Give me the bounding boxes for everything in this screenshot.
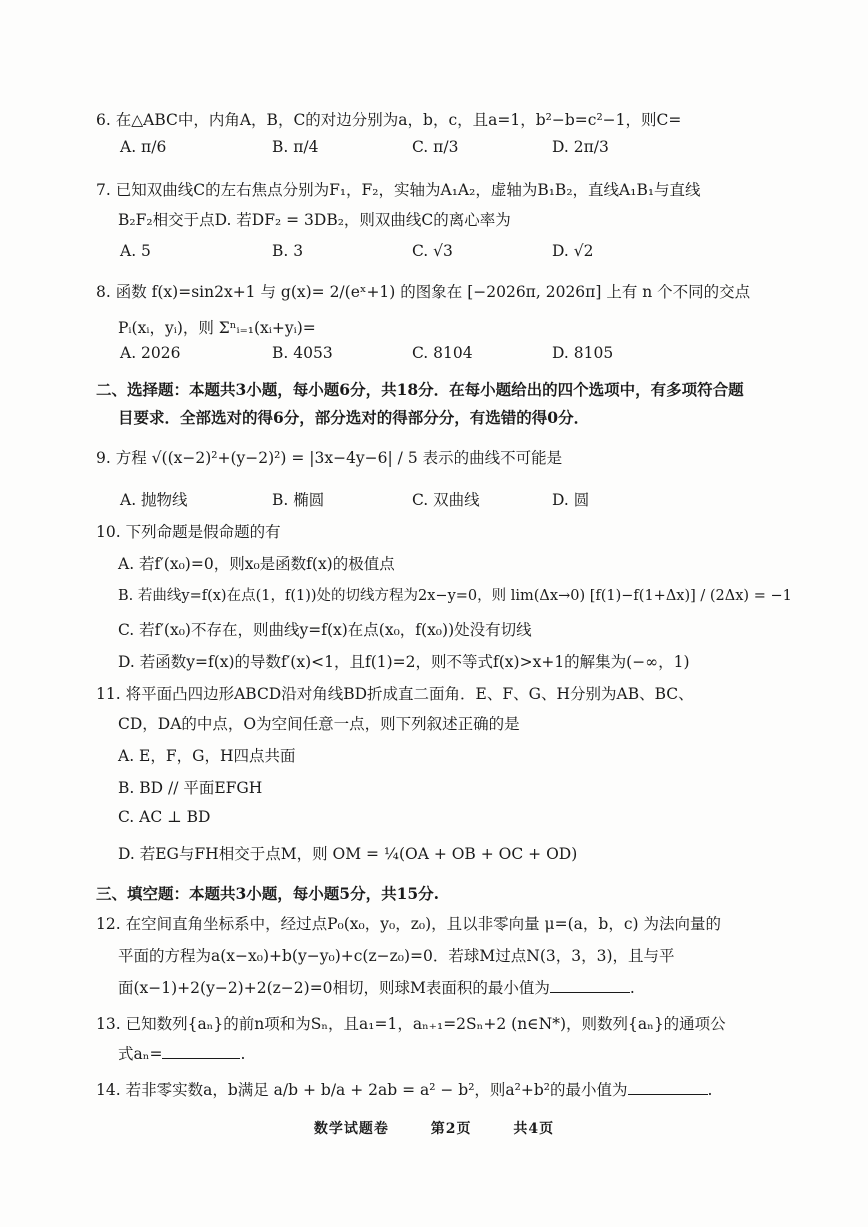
- q10-option-b: B. 若曲线y=f(x)在点(1，f(1))处的切线方程为2x−y=0，则 lim(Δx→0) [f(1)−f(1+Δx)] / (2Δx) = −1: [118, 588, 792, 604]
- q12-line3-text: 面(x−1)+2(y−2)+2(z−2)=0相切，则球M表面积的最小值为: [118, 979, 550, 997]
- q14-line: [96, 1078, 712, 1100]
- q11-stem-line2: CD，DA的中点，O为空间任意一点，则下列叙述正确的是: [118, 715, 520, 733]
- section2-heading-cont: 目要求．全部选对的得6分，部分选对的得部分分，有选错的得0分．: [118, 408, 590, 427]
- footer-page: 第2页: [430, 1121, 472, 1137]
- q7-option-d: D. √2: [552, 242, 594, 260]
- q13-line2-text: 式aₙ=: [118, 1045, 163, 1063]
- footer-title: 数学试题卷: [313, 1121, 389, 1137]
- q7-option-b: B. 3: [272, 242, 304, 260]
- q11-option-b: B. BD // 平面EFGH: [118, 779, 263, 797]
- q8-stem-line1: 8. 函数 f(x)=sin2x+1 与 g(x)= 2/(eˣ+1) 的图象在 [−2026π, 2026π] 上有 n 个不同的交点: [96, 283, 751, 301]
- q6-option-d: D. 2π/3: [552, 138, 609, 156]
- q6-option-b: B. π/4: [272, 138, 319, 156]
- q9-option-d: D. 圆: [552, 491, 590, 509]
- q7-option-a: A. 5: [120, 242, 151, 260]
- q10-option-d: D. 若函数y=f(x)的导数f′(x)<1，且f(1)=2，则不等式f(x)>x+1的解集为(−∞，1): [118, 653, 690, 671]
- q7-stem-line1: 7. 已知双曲线C的左右焦点分别为F₁，F₂，实轴为A₁A₂，虚轴为B₁B₂，直线A₁B₁与直线: [96, 181, 701, 199]
- q8-option-a: A. 2026: [120, 344, 181, 362]
- q11-option-d: D. 若EG与FH相交于点M，则 OM = ¼(OA + OB + OC + OD): [118, 845, 578, 863]
- q8-stem-line2: Pᵢ(xᵢ，yᵢ)，则 Σⁿᵢ₌₁(xᵢ+yᵢ)=: [118, 319, 316, 337]
- q6-option-a: A. π/6: [120, 138, 167, 156]
- q12-line1: 12. 在空间直角坐标系中，经过点P₀(x₀，y₀，z₀)，且以非零向量 μ=(a，b，c) 为法向量的: [96, 915, 721, 933]
- q8-option-d: D. 8105: [552, 344, 614, 362]
- q8-option-b: B. 4053: [272, 344, 333, 362]
- q14-text: 14. 若非零实数a，b满足 a/b + b/a + 2ab = a² − b²，则a²+b²的最小值为: [96, 1081, 628, 1099]
- q9-option-c: C. 双曲线: [412, 491, 480, 509]
- q12-end: .: [629, 979, 635, 997]
- q14-answer-blank[interactable]: [628, 1080, 708, 1095]
- section2-heading: 二、选择题：本题共3小题，每小题6分，共18分．在每小题给出的四个选项中，有多项符合题: [96, 380, 744, 399]
- q6-stem: 6. 在△ABC中，内角A，B，C的对边分别为a，b，c，且a=1，b²−b=c²−1，则C=: [96, 111, 682, 129]
- page-footer: [0, 1118, 868, 1138]
- q13-line2: [118, 1042, 245, 1064]
- q9-option-b: B. 椭圆: [272, 491, 325, 509]
- footer-total: 共4页: [513, 1121, 555, 1137]
- q10-option-c: C. 若f′(x₀)不存在，则曲线y=f(x)在点(x₀，f(x₀))处没有切线: [118, 621, 532, 639]
- q11-option-c: C. AC ⊥ BD: [118, 808, 211, 826]
- q12-answer-blank[interactable]: [550, 978, 630, 993]
- q11-option-a: A. E，F，G，H四点共面: [118, 747, 296, 765]
- q12-line3: [118, 976, 635, 998]
- q6-option-c: C. π/3: [412, 138, 459, 156]
- q13-answer-blank[interactable]: [162, 1044, 240, 1059]
- q8-option-c: C. 8104: [412, 344, 473, 362]
- q11-stem-line1: 11. 将平面凸四边形ABCD沿对角线BD折成直二面角．E、F、G、H分别为AB、BC、: [96, 685, 694, 703]
- q14-end: .: [707, 1081, 713, 1099]
- q10-stem: 10. 下列命题是假命题的有: [96, 523, 281, 541]
- q13-line1: 13. 已知数列{aₙ}的前n项和为Sₙ，且a₁=1，aₙ₊₁=2Sₙ+2 (n∈N*)，则数列{aₙ}的通项公: [96, 1015, 726, 1033]
- q10-option-a: A. 若f′(x₀)=0，则x₀是函数f(x)的极值点: [118, 555, 395, 573]
- q13-end: .: [240, 1045, 246, 1063]
- section3-heading: 三、填空题：本题共3小题，每小题5分，共15分.: [96, 884, 440, 903]
- q7-option-c: C. √3: [412, 242, 453, 260]
- q12-line2: 平面的方程为a(x−x₀)+b(y−y₀)+c(z−z₀)=0．若球M过点N(3，3，3)，且与平: [118, 947, 675, 965]
- q9-stem: 9. 方程 √((x−2)²+(y−2)²) = |3x−4y−6| / 5 表示的曲线不可能是: [96, 449, 563, 467]
- q7-stem-line2: B₂F₂相交于点D. 若DF₂ = 3DB₂，则双曲线C的离心率为: [118, 211, 511, 229]
- q9-option-a: A. 抛物线: [120, 491, 188, 509]
